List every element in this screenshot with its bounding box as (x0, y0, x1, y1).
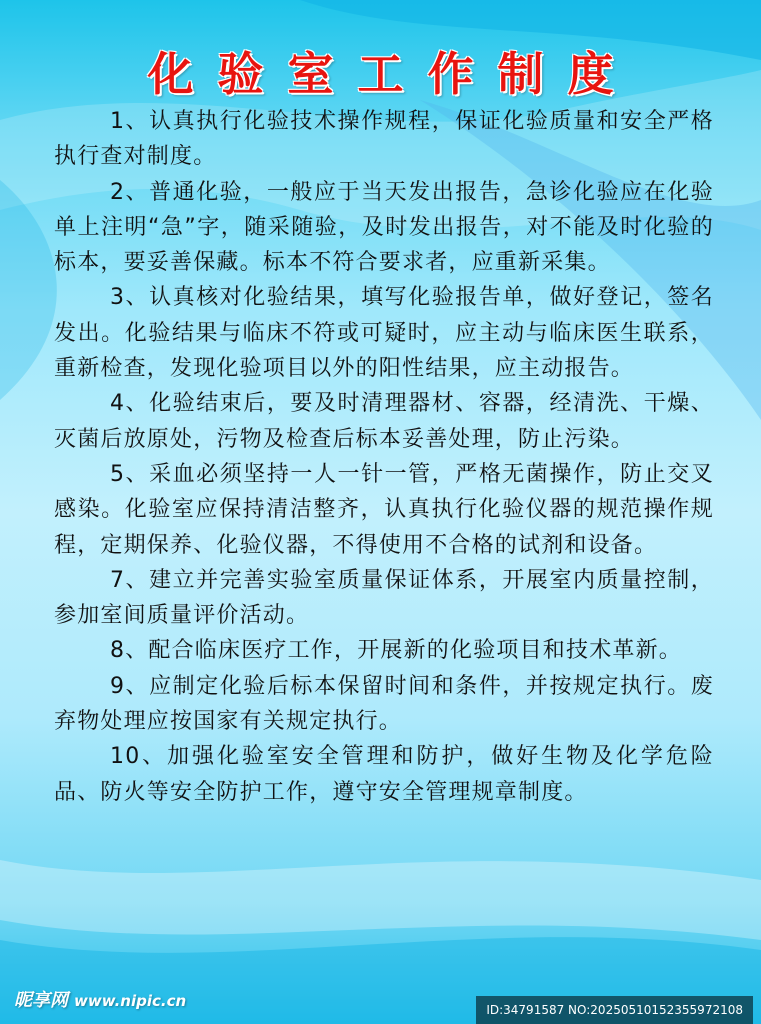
watermark-id: ID:34791587 NO:20250510152355972108 (476, 996, 753, 1024)
rule-paragraph: 2、普通化验，一般应于当天发出报告，急诊化验应在化验单上注明“急”字，随采随验，及时发出报告，对不能及时化验的标本，要妥善保藏。标本不符合要求者，应重新采集。 (54, 179, 714, 276)
rule-paragraph: 9、应制定化验后标本保留时间和条件，并按规定执行。废弃物处理应按国家有关规定执行。 (54, 673, 714, 735)
watermark-logo (14, 986, 186, 1012)
watermark-site: www.nipic.cn (74, 992, 187, 1010)
wave-lower-band (0, 860, 761, 940)
rule-paragraph: 4、化验结束后，要及时清理器材、容器，经清洗、干燥、灭菌后放原处，污物及检查后标本妥善处理，防止污染。 (54, 391, 714, 452)
watermark-logo-text: 昵享网 (14, 990, 68, 1011)
rule-paragraph: 8、配合临床医疗工作，开展新的化验项目和技术革新。 (110, 638, 682, 664)
rule-paragraph: 5、采血必须坚持一人一针一管，严格无菌操作，防止交叉感染。化验室应保持清洁整齐，认真执行化验仪器的规范操作规程，定期保养、化验仪器，不得使用不合格的试剂和设备。 (54, 461, 714, 558)
rule-paragraph: 3、认真核对化验结果，填写化验报告单，做好登记，签名发出。化验结果与临床不符或可疑时，应主动与临床医生联系，重新检查，发现化验项目以外的阳性结果，应主动报告。 (54, 285, 714, 382)
page-title: 化验室工作制度 (147, 47, 638, 101)
wave-left-swoosh (0, 180, 57, 400)
rule-paragraph: 1、认真执行化验技术操作规程，保证化验质量和安全严格执行查对制度。 (54, 109, 714, 170)
rules-list (54, 104, 714, 810)
rule-paragraph: 7、建立并完善实验室质量保证体系，开展室内质量控制，参加室间质量评价活动。 (54, 567, 714, 629)
rule-paragraph: 10、加强化验室安全管理和防护，做好生物及化学危险品、防火等安全防护工作，遵守安全管理规章制度。 (54, 744, 714, 805)
